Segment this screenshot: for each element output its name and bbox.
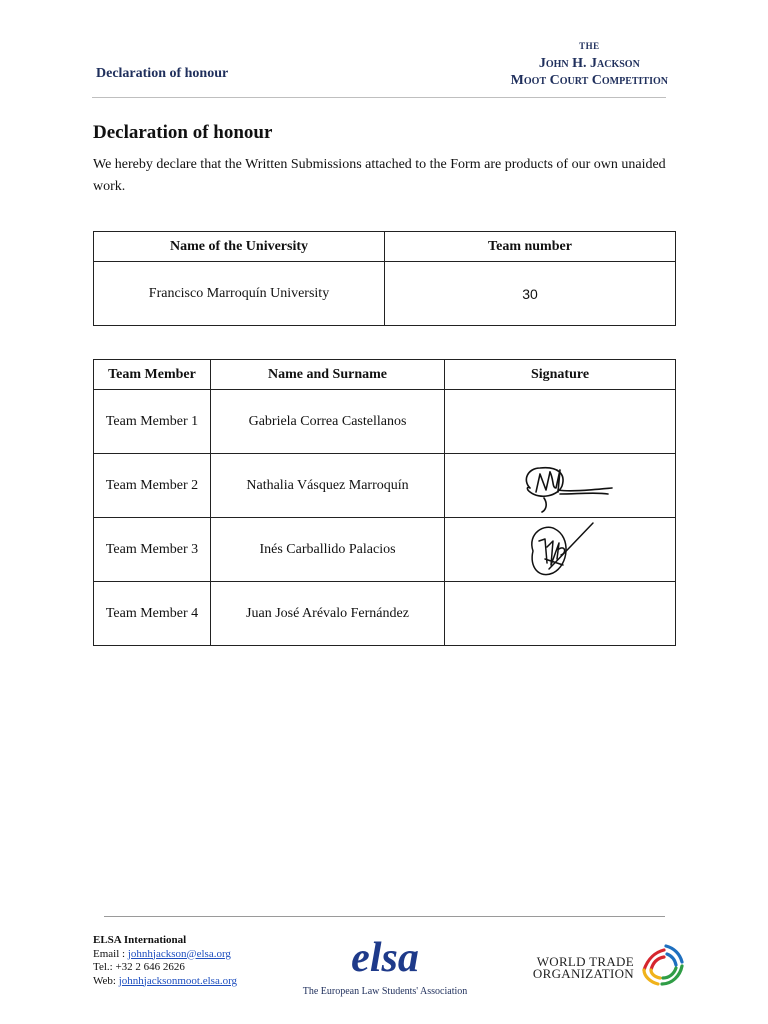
header-divider: [92, 97, 666, 98]
table-row: [94, 582, 676, 646]
signature-cell: [445, 518, 676, 582]
header-name-surname: Name and Surname: [211, 360, 445, 390]
footer-contact: [93, 934, 237, 988]
wto-line1: WORLD TRADE: [536, 954, 634, 969]
footer-tel: Tel.: +32 2 646 2626: [93, 961, 185, 973]
team-number: 30: [385, 262, 676, 326]
footer-org-name: ELSA International: [93, 934, 187, 946]
web-link[interactable]: johnhjacksonmoot.elsa.org: [118, 974, 238, 987]
wto-logo: [530, 940, 690, 988]
declaration-text: We hereby declare that the Written Submissions attached to the Form are products of our own unaided work.: [93, 157, 666, 194]
competition-name-line1: John H. Jackson: [538, 56, 640, 71]
table-row: [94, 390, 676, 454]
svg-text:elsa: elsa: [351, 935, 419, 979]
team-member-label: Team Member 2: [94, 454, 211, 518]
footer-divider: [104, 916, 665, 917]
team-member-label: Team Member 1: [94, 390, 211, 454]
wto-emblem-icon: [638, 940, 688, 990]
elsa-tagline: The European Law Students' Association: [302, 986, 468, 997]
elsa-logo: [300, 935, 470, 997]
header-university: Name of the University: [94, 232, 385, 262]
team-member-label: Team Member 4: [94, 582, 211, 646]
header-team-number: Team number: [385, 232, 676, 262]
header-signature: Signature: [445, 360, 676, 390]
wto-text: [530, 956, 634, 980]
wto-line2: ORGANIZATION: [532, 966, 634, 981]
email-link[interactable]: johnhjackson@elsa.org: [127, 947, 231, 960]
competition-name-line2: Moot Court Competition: [510, 73, 668, 88]
signature-cell-empty: [445, 390, 676, 454]
member-name: Nathalia Vásquez Marroquín: [211, 454, 445, 518]
handwritten-signature-icon: [515, 519, 605, 581]
university-table: [93, 231, 676, 326]
table-row: [94, 518, 676, 582]
team-member-label: Team Member 3: [94, 518, 211, 582]
member-name: Inés Carballido Palacios: [211, 518, 445, 582]
signature-cell-empty: [445, 582, 676, 646]
signature-cell: [445, 454, 676, 518]
header-team-member: Team Member: [94, 360, 211, 390]
team-members-table: [93, 359, 676, 646]
web-label: Web:: [93, 974, 119, 987]
header-document-title: Declaration of honour: [96, 66, 229, 81]
handwritten-signature-icon: [500, 458, 620, 514]
member-name: Juan José Arévalo Fernández: [211, 582, 445, 646]
table-row: [94, 454, 676, 518]
member-name: Gabriela Correa Castellanos: [211, 390, 445, 454]
university-name: Francisco Marroquín University: [94, 262, 385, 326]
competition-the: THE: [579, 41, 600, 51]
elsa-logo-icon: [325, 935, 445, 979]
page-title: Declaration of honour: [93, 122, 273, 143]
email-label: Email :: [93, 947, 128, 960]
competition-logo: [511, 38, 668, 89]
